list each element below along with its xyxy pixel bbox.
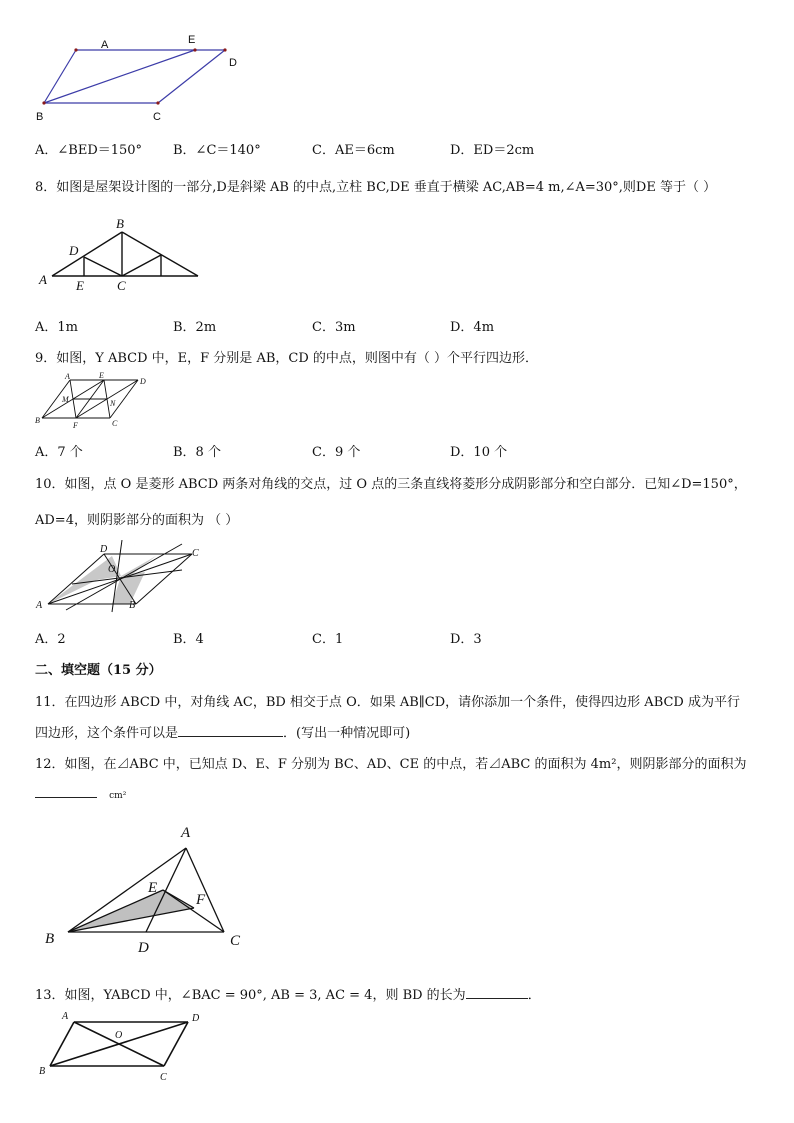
label-F: F (73, 421, 78, 430)
label-D: D (229, 57, 237, 69)
q8-option-d: D．4m (450, 320, 495, 335)
label-A: A (39, 272, 47, 287)
q12-question-line1: 12．如图，在⊿ABC 中，已知点 D、E、F 分别为 BC、AD、CE 的中点，若⊿ABC 的面积为 4m²，则阴影部分的面积为 (35, 757, 747, 772)
q10-option-c: C．1 (312, 632, 344, 647)
q11-text-after-blank: ．(写出一种情况即可) (283, 726, 411, 741)
q8-question: 8．如图是屋架设计图的一部分,D是斜梁 AB 的中点,立柱 BC,DE 垂直于横梁 AC,AB=4 m,∠A=30°,则DE 等于（ ） (35, 180, 717, 195)
section-title-fill-in: 二、填空题（15 分） (35, 663, 162, 678)
label-E: E (76, 278, 84, 293)
label-F: F (196, 892, 206, 908)
label-N: N (110, 399, 116, 408)
q10-option-b: B．4 (173, 632, 204, 647)
label-D: D (138, 940, 149, 956)
label-A: A (36, 600, 43, 611)
label-B: B (39, 1066, 46, 1077)
q9-question: 9．如图，Y ABCD 中，E，F 分别是 AB，CD 的中点，则图中有（ ）个平行四边形． (35, 351, 539, 366)
label-O: O (108, 564, 116, 575)
label-B: B (36, 111, 44, 123)
label-O: O (115, 1030, 123, 1041)
q8-option-a: A．1m (35, 320, 78, 335)
label-E: E (188, 34, 196, 46)
q11-text-before-blank: 四边形，这个条件可以是 (35, 726, 179, 741)
label-B: B (116, 216, 124, 231)
q10-figure (32, 540, 212, 615)
q10-option-d: D．3 (450, 632, 482, 647)
q12-answer-blank[interactable] (35, 785, 97, 798)
label-E: E (99, 371, 104, 380)
q7-option-c: C．AE＝6cm (312, 143, 395, 158)
label-C: C (192, 548, 199, 559)
label-D: D (140, 377, 146, 386)
label-D: D (69, 243, 79, 258)
q13-text-after-blank: ． (527, 988, 541, 1003)
q11-question-line2 (35, 722, 410, 741)
label-B: B (45, 931, 55, 947)
q11-answer-blank[interactable] (178, 724, 283, 737)
label-C: C (160, 1072, 167, 1083)
q9-option-c: C．9 个 (312, 445, 361, 460)
label-C: C (153, 111, 161, 123)
q10-option-a: A．2 (35, 632, 66, 647)
q10-question-line2: AD=4，则阴影部分的面积为 （ ） (35, 513, 239, 528)
q11-question-line1: 11．在四边形 ABCD 中，对角线 AC，BD 相交于点 O．如果 AB∥CD，请你添加一个条件，使得四边形 ABCD 成为平行 (35, 695, 740, 710)
q9-option-d: D．10 个 (450, 445, 508, 460)
q7-option-d: D．ED＝2cm (450, 143, 535, 158)
label-M: M (62, 395, 69, 404)
q9-figure (32, 370, 152, 432)
q8-option-b: B．2m (173, 320, 217, 335)
q13-text-before-blank: 13．如图，YABCD 中，∠BAC = 90°, AB = 3, AC = 4，则 BD 的长为 (35, 988, 466, 1003)
q7-option-a: A．∠BED＝150° (35, 143, 143, 158)
q13-question (35, 984, 541, 1003)
q12-unit: cm² (109, 791, 127, 801)
q10-question-line1: 10．如图，点 O 是菱形 ABCD 两条对角线的交点，过 O 点的三条直线将菱形分成阴影部分和空白部分．已知∠D=150°， (35, 477, 747, 492)
q7-figure (30, 30, 250, 125)
label-B: B (129, 600, 136, 611)
q13-answer-blank[interactable] (466, 986, 528, 999)
q12-figure (38, 820, 253, 960)
label-D: D (100, 544, 108, 555)
label-A: A (181, 825, 191, 841)
label-C: C (117, 278, 126, 293)
label-C: C (230, 933, 241, 949)
q8-figure (36, 212, 206, 297)
label-A: A (62, 1011, 69, 1022)
label-A: A (101, 39, 109, 51)
q8-option-c: C．3m (312, 320, 356, 335)
q7-option-b: B．∠C＝140° (173, 143, 261, 158)
q9-option-a: A．7 个 (35, 445, 83, 460)
q9-option-b: B．8 个 (173, 445, 221, 460)
label-E: E (148, 880, 158, 896)
q12-answer-line (35, 785, 126, 802)
q13-figure (34, 1008, 214, 1088)
label-D: D (192, 1013, 200, 1024)
label-B: B (35, 416, 40, 425)
label-A: A (65, 372, 70, 381)
label-C: C (112, 419, 118, 428)
